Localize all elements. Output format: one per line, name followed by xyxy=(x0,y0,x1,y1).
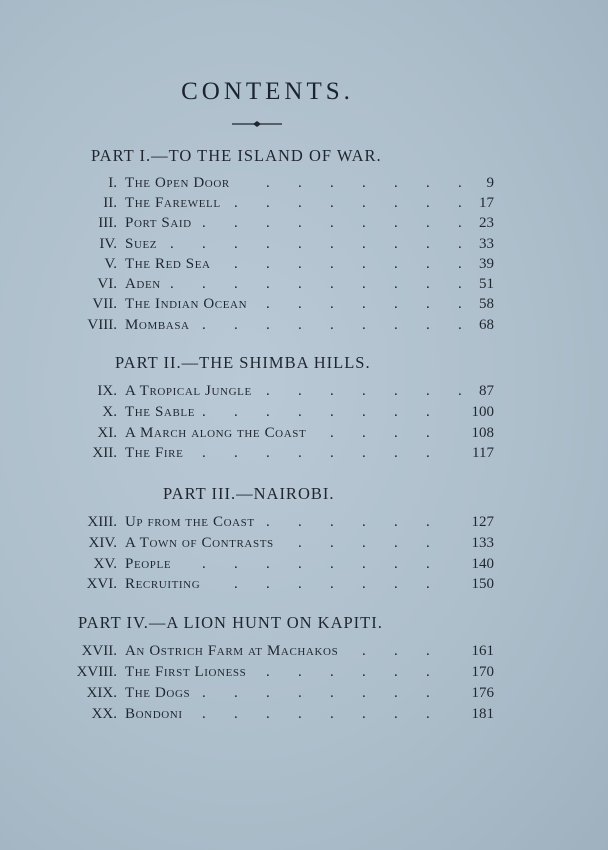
leader-dot: . xyxy=(266,685,270,701)
leader-dot: . xyxy=(298,276,302,292)
leader-dot: . xyxy=(202,685,206,701)
leader-dot: . xyxy=(426,236,430,252)
leader-dot: . xyxy=(394,383,398,399)
leader-dot: . xyxy=(202,236,206,252)
leader-dot: . xyxy=(394,535,398,551)
leader-dot: . xyxy=(298,256,302,272)
leader-dot: . xyxy=(202,404,206,420)
leader-dot: . xyxy=(234,576,238,592)
leader-dot: . xyxy=(298,685,302,701)
leader-dot: . xyxy=(298,514,302,530)
leader-dot: . xyxy=(426,276,430,292)
chapter-title: A March along the Coast xyxy=(125,425,307,441)
chapter-title: Recruiting xyxy=(125,576,201,592)
leader-dot: . xyxy=(202,317,206,333)
leader-dot: . xyxy=(394,425,398,441)
chapter-title: A Town of Contrasts xyxy=(125,535,274,551)
leader-dot: . xyxy=(362,195,366,211)
leader-dot: . xyxy=(394,195,398,211)
leader-dot: . xyxy=(266,236,270,252)
leader-dot: . xyxy=(426,425,430,441)
leader-dot: . xyxy=(330,514,334,530)
chapter-row[interactable] xyxy=(0,445,608,465)
leader-dot: . xyxy=(234,215,238,231)
leader-dot: . xyxy=(330,556,334,572)
chapter-row[interactable] xyxy=(0,706,608,726)
leader-dot: . xyxy=(266,317,270,333)
leader-dot: . xyxy=(426,175,430,191)
chapter-title: Port Said xyxy=(125,215,192,231)
leader-dot: . xyxy=(298,576,302,592)
leader-dot: . xyxy=(394,256,398,272)
leader-dot: . xyxy=(330,404,334,420)
leader-dot: . xyxy=(298,404,302,420)
chapter-number: XI. xyxy=(97,425,117,441)
leader-dot: . xyxy=(234,445,238,461)
leader-dot: . xyxy=(330,685,334,701)
page-number: 87 xyxy=(479,383,494,399)
leader-dot: . xyxy=(266,445,270,461)
leader-dot: . xyxy=(458,195,462,211)
chapter-row[interactable] xyxy=(0,425,608,445)
leader-dot: . xyxy=(330,195,334,211)
chapter-title: The Fire xyxy=(125,445,184,461)
leader-dot: . xyxy=(330,276,334,292)
chapter-title: A Tropical Jungle xyxy=(125,383,252,399)
leader-dot: . xyxy=(266,383,270,399)
leader-dot: . xyxy=(298,296,302,312)
leader-dot: . xyxy=(458,256,462,272)
chapter-number: XVIII. xyxy=(76,664,117,680)
leader-dot: . xyxy=(362,276,366,292)
leader-dot: . xyxy=(266,215,270,231)
leader-dot: . xyxy=(362,535,366,551)
chapter-row[interactable] xyxy=(0,256,608,276)
page-number: 176 xyxy=(471,685,494,701)
leader-dot: . xyxy=(394,576,398,592)
page-number: 161 xyxy=(471,643,494,659)
leader-dot: . xyxy=(394,404,398,420)
leader-dot: . xyxy=(234,236,238,252)
leader-dot: . xyxy=(458,175,462,191)
leader-dot: . xyxy=(202,556,206,572)
chapter-title: Aden xyxy=(125,276,161,292)
chapter-row[interactable] xyxy=(0,276,608,296)
leader-dot: . xyxy=(234,317,238,333)
leader-dot: . xyxy=(234,685,238,701)
leader-dot: . xyxy=(426,556,430,572)
leader-dot: . xyxy=(362,236,366,252)
leader-dot: . xyxy=(426,706,430,722)
chapter-number: XIV. xyxy=(88,535,117,551)
leader-dot: . xyxy=(330,215,334,231)
leader-dot: . xyxy=(362,556,366,572)
page-number: 17 xyxy=(479,195,494,211)
leader-dot: . xyxy=(426,317,430,333)
leader-dot: . xyxy=(298,706,302,722)
leader-dot: . xyxy=(458,317,462,333)
leader-dot: . xyxy=(266,706,270,722)
leader-dot: . xyxy=(426,256,430,272)
page-number: 140 xyxy=(471,556,494,572)
leader-dot: . xyxy=(298,195,302,211)
chapter-row[interactable] xyxy=(0,404,608,424)
leader-dot: . xyxy=(362,576,366,592)
leader-dot: . xyxy=(362,317,366,333)
page-number: 68 xyxy=(479,317,494,333)
chapter-title: The Sable xyxy=(125,404,196,420)
leader-dot: . xyxy=(362,664,366,680)
leader-dot: . xyxy=(266,556,270,572)
page-number: 51 xyxy=(479,276,494,292)
chapter-number: XIX. xyxy=(86,685,117,701)
leader-dot: . xyxy=(394,556,398,572)
leader-dot: . xyxy=(362,175,366,191)
chapter-row[interactable] xyxy=(0,685,608,705)
leader-dot: . xyxy=(298,445,302,461)
leader-dot: . xyxy=(426,514,430,530)
page-number: 33 xyxy=(479,236,494,252)
chapter-row[interactable] xyxy=(0,236,608,256)
leader-dot: . xyxy=(330,706,334,722)
page-number: 58 xyxy=(479,296,494,312)
leader-dot: . xyxy=(362,383,366,399)
leader-dot: . xyxy=(266,664,270,680)
leader-dot: . xyxy=(266,276,270,292)
chapter-row[interactable] xyxy=(0,175,608,195)
chapter-number: X. xyxy=(102,404,117,420)
leader-dot: . xyxy=(426,215,430,231)
leader-dot: . xyxy=(394,276,398,292)
leader-dot: . xyxy=(170,236,174,252)
chapter-number: II. xyxy=(103,195,117,211)
leader-dot: . xyxy=(234,195,238,211)
chapter-title: People xyxy=(125,556,172,572)
page-title: CONTENTS. xyxy=(181,78,354,105)
chapter-number: XIII. xyxy=(87,514,117,530)
leader-dot: . xyxy=(362,256,366,272)
chapter-number: IX. xyxy=(97,383,117,399)
leader-dot: . xyxy=(426,535,430,551)
page-number: 39 xyxy=(479,256,494,272)
chapter-number: XX. xyxy=(91,706,117,722)
page-number: 181 xyxy=(471,706,494,722)
leader-dot: . xyxy=(234,276,238,292)
leader-dot: . xyxy=(394,445,398,461)
leader-dot: . xyxy=(458,383,462,399)
part-heading: PART IV.—A LION HUNT ON KAPITI. xyxy=(78,613,383,632)
chapter-row[interactable] xyxy=(0,576,608,596)
chapter-title: The Red Sea xyxy=(125,256,211,272)
leader-dot: . xyxy=(426,685,430,701)
leader-dot: . xyxy=(394,296,398,312)
leader-dot: . xyxy=(394,317,398,333)
leader-dot: . xyxy=(426,643,430,659)
chapter-number: VI. xyxy=(97,276,117,292)
leader-dot: . xyxy=(458,296,462,312)
leader-dot: . xyxy=(202,215,206,231)
leader-dot: . xyxy=(330,317,334,333)
leader-dot: . xyxy=(234,556,238,572)
leader-dot: . xyxy=(394,643,398,659)
part-heading: PART III.—NAIROBI. xyxy=(163,484,335,503)
chapter-row[interactable] xyxy=(0,535,608,555)
chapter-title: The Dogs xyxy=(125,685,191,701)
leader-dot: . xyxy=(330,296,334,312)
leader-dot: . xyxy=(458,276,462,292)
chapter-row[interactable] xyxy=(0,215,608,235)
chapter-title: Bondoni xyxy=(125,706,183,722)
leader-dot: . xyxy=(426,296,430,312)
leader-dot: . xyxy=(426,664,430,680)
leader-dot: . xyxy=(234,404,238,420)
chapter-row[interactable] xyxy=(0,383,608,403)
leader-dot: . xyxy=(330,236,334,252)
chapter-row[interactable] xyxy=(0,317,608,337)
leader-dot: . xyxy=(362,215,366,231)
chapter-row[interactable] xyxy=(0,514,608,534)
chapter-number: XVI. xyxy=(86,576,117,592)
leader-dot: . xyxy=(362,296,366,312)
leader-dot: . xyxy=(394,215,398,231)
leader-dot: . xyxy=(426,404,430,420)
leader-dot: . xyxy=(330,383,334,399)
leader-dot: . xyxy=(394,664,398,680)
leader-dot: . xyxy=(266,175,270,191)
page-number: 150 xyxy=(471,576,494,592)
leader-dot: . xyxy=(330,425,334,441)
leader-dot: . xyxy=(170,276,174,292)
chapter-number: IV. xyxy=(99,236,117,252)
part-heading: PART I.—TO THE ISLAND OF WAR. xyxy=(91,146,382,165)
leader-dot: . xyxy=(426,195,430,211)
leader-dot: . xyxy=(266,296,270,312)
part-heading: PART II.—THE SHIMBA HILLS. xyxy=(115,353,371,372)
chapter-title: Suez xyxy=(125,236,158,252)
leader-dot: . xyxy=(298,383,302,399)
page-number: 133 xyxy=(471,535,494,551)
chapter-row[interactable] xyxy=(0,664,608,684)
page-number: 23 xyxy=(479,215,494,231)
leader-dot: . xyxy=(394,685,398,701)
leader-dot: . xyxy=(234,256,238,272)
leader-dot: . xyxy=(298,236,302,252)
leader-dot: . xyxy=(362,643,366,659)
leader-dot: . xyxy=(362,404,366,420)
leader-dot: . xyxy=(394,236,398,252)
leader-dot: . xyxy=(266,576,270,592)
leader-dot: . xyxy=(330,175,334,191)
leader-dot: . xyxy=(298,535,302,551)
page-number: 9 xyxy=(486,175,494,191)
chapter-number: V. xyxy=(104,256,117,272)
chapter-number: III. xyxy=(98,215,117,231)
leader-dot: . xyxy=(426,445,430,461)
leader-dot: . xyxy=(394,514,398,530)
leader-dot: . xyxy=(394,175,398,191)
chapter-title: The Indian Ocean xyxy=(125,296,248,312)
leader-dot: . xyxy=(266,514,270,530)
leader-dot: . xyxy=(362,685,366,701)
leader-dot: . xyxy=(202,706,206,722)
chapter-number: VIII. xyxy=(87,317,117,333)
leader-dot: . xyxy=(202,276,206,292)
chapter-row[interactable] xyxy=(0,643,608,663)
leader-dot: . xyxy=(362,514,366,530)
leader-dot: . xyxy=(362,425,366,441)
leader-dot: . xyxy=(202,445,206,461)
leader-dot: . xyxy=(362,445,366,461)
leader-dot: . xyxy=(298,215,302,231)
leader-dot: . xyxy=(330,535,334,551)
chapter-row[interactable] xyxy=(0,556,608,576)
leader-dot: . xyxy=(362,706,366,722)
chapter-title: Up from the Coast xyxy=(125,514,255,530)
divider-ornament xyxy=(232,119,282,129)
page-number: 117 xyxy=(472,445,494,461)
chapter-number: XV. xyxy=(93,556,117,572)
leader-dot: . xyxy=(330,256,334,272)
leader-dot: . xyxy=(266,195,270,211)
chapter-number: I. xyxy=(108,175,117,191)
leader-dot: . xyxy=(234,706,238,722)
leader-dot: . xyxy=(394,706,398,722)
chapter-number: XVII. xyxy=(81,643,117,659)
leader-dot: . xyxy=(426,576,430,592)
chapter-row[interactable] xyxy=(0,195,608,215)
chapter-number: XII. xyxy=(92,445,117,461)
leader-dot: . xyxy=(330,445,334,461)
leader-dot: . xyxy=(458,215,462,231)
page-number: 170 xyxy=(471,664,494,680)
leader-dot: . xyxy=(426,383,430,399)
chapter-title: Mombasa xyxy=(125,317,190,333)
leader-dot: . xyxy=(266,256,270,272)
leader-dot: . xyxy=(298,317,302,333)
leader-dot: . xyxy=(266,404,270,420)
page-number: 108 xyxy=(471,425,494,441)
chapter-title: The Open Door xyxy=(125,175,230,191)
chapter-row[interactable] xyxy=(0,296,608,316)
leader-dot: . xyxy=(458,236,462,252)
chapter-number: VII. xyxy=(92,296,117,312)
chapter-title: The First Lioness xyxy=(125,664,247,680)
leader-dot: . xyxy=(330,576,334,592)
page-number: 127 xyxy=(471,514,494,530)
leader-dot: . xyxy=(298,175,302,191)
chapter-title: The Farewell xyxy=(125,195,221,211)
chapter-title: An Ostrich Farm at Machakos xyxy=(125,643,339,659)
page-number: 100 xyxy=(471,404,494,420)
leader-dot: . xyxy=(330,664,334,680)
leader-dot: . xyxy=(298,664,302,680)
leader-dot: . xyxy=(298,556,302,572)
